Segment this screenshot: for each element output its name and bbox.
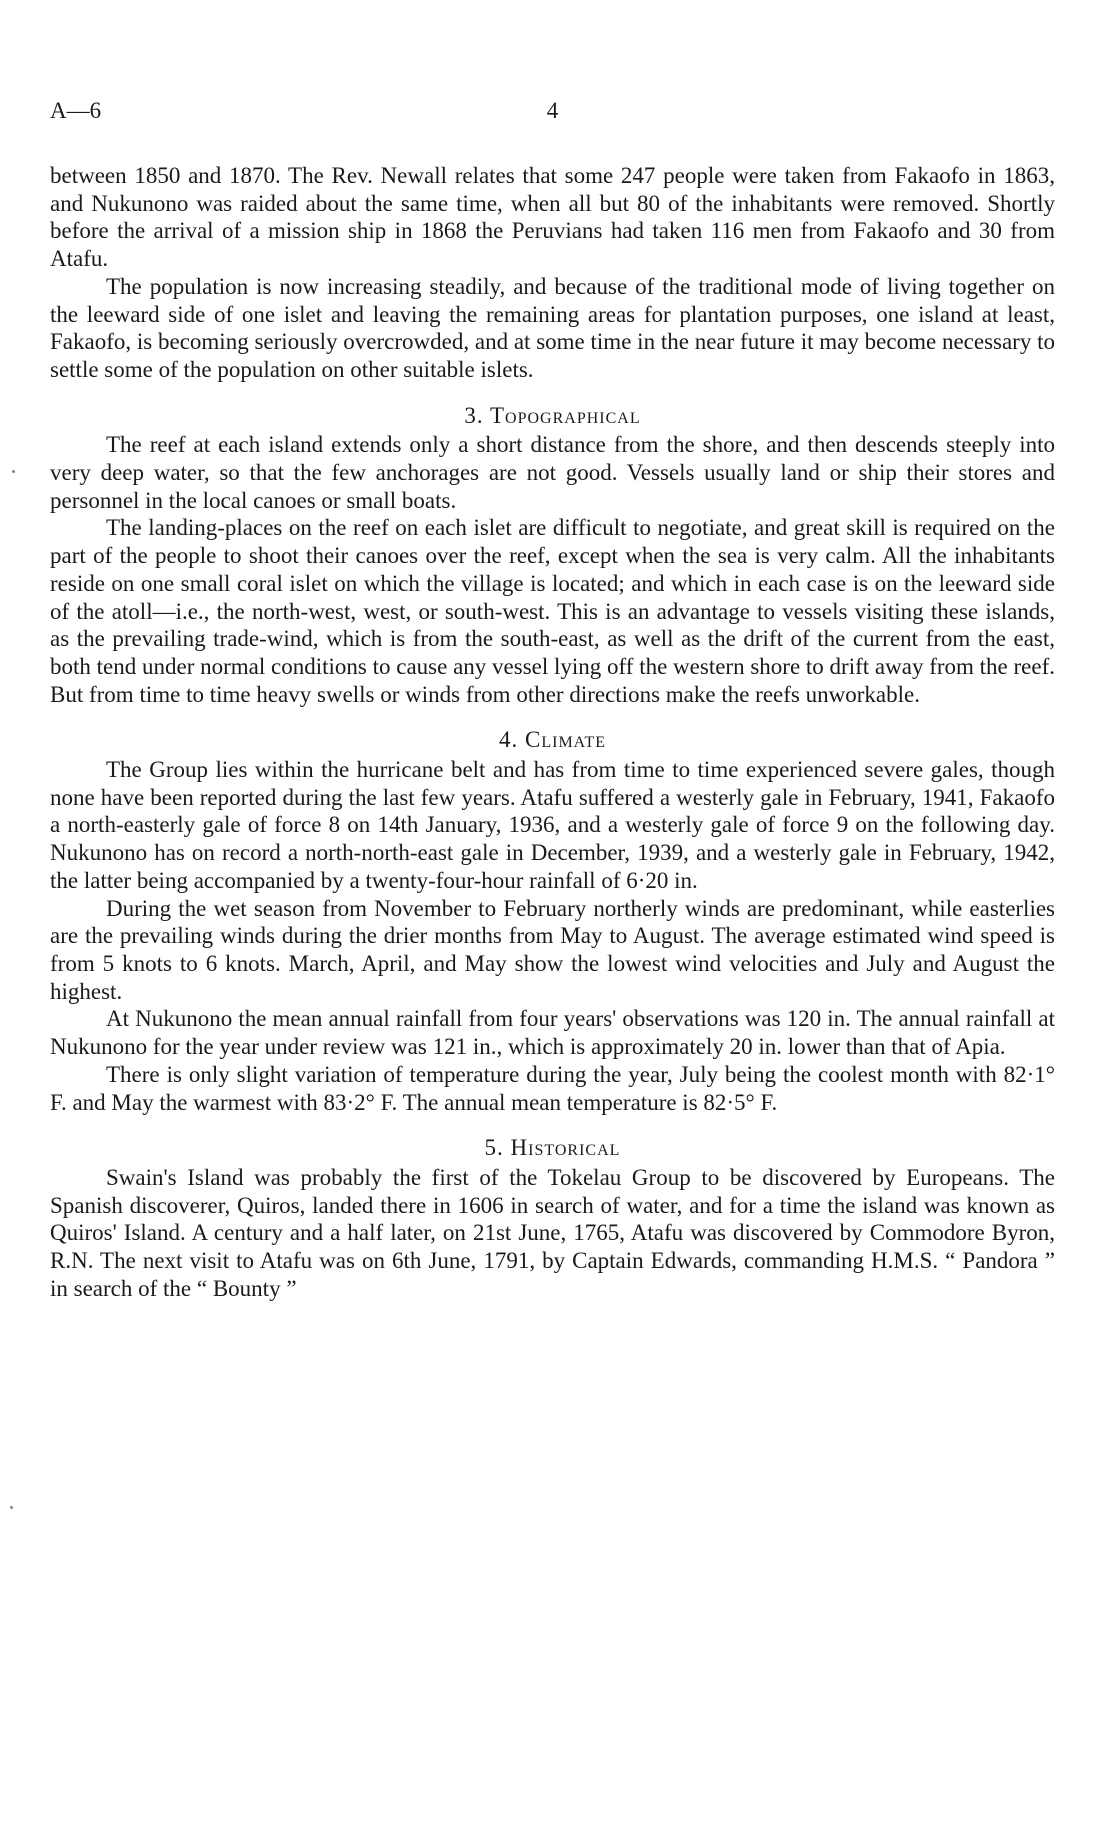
paragraph-reef: The reef at each island extends only a short distance from the shore, and then descends steeply into very deep water, so that the few anchorages are not good. Vessels usually land or ship their stores and personnel in the local canoes or small boats. (50, 432, 1055, 513)
page-number: 4 (546, 98, 559, 123)
paragraph-winds: During the wet season from November to February northerly winds are predominant, while easterlies are the prevailing winds during the drier months from May to August. The average estimated wind speed is from 5 knots to 6 knots. March, April, and May show the lowest wind velocities and July and August the highest. (50, 895, 1055, 1004)
body-text (50, 162, 1055, 1302)
paragraph-temperature: There is only slight variation of temperature during the year, July being the coolest month with 82·1° F. and May the warmest with 83·2° F. The annual mean temperature is 82·5° F. (50, 1061, 1055, 1115)
section-heading-climate: 4. Climate (499, 727, 606, 753)
paragraph-landing-places: The landing-places on the reef on each islet are difficult to negotiate, and great skill is required on the part of the people to shoot their canoes over the reef, except when the sea is very calm. All the inhabitants reside on one small coral islet on which the village is located; and which in each case is on the leeward side of the atoll—i.e., the north-west, west, or south-west. This is an advantage to vessels visiting these islands, as the prevailing trade-wind, which is from the south-east, as well as the drift of the current from the east, both tend under normal conditions to cause any vessel lying off the western shore to drift away from the reef. But from time to time heavy swells or winds from other directions make the reefs unworkable. (50, 515, 1055, 707)
paragraph-swains-island: Swain's Island was probably the first of the Tokelau Group to be discovered by Europeans. The Spanish discoverer, Quiros, landed there in 1606 in search of water, and for a time the island was known as Quiros' Island. A century and a half later, on 21st June, 1765, Atafu was discovered by Commodore Byron, R.N. The next visit to Atafu was on 6th June, 1791, by Captain Edwards, commanding H.M.S. “ Pandora ” in search of the “ Bounty ” (50, 1164, 1055, 1301)
document-reference: A—6 (50, 98, 102, 123)
scan-speck (12, 470, 15, 473)
paragraph-rainfall: At Nukunono the mean annual rainfall from four years' observations was 120 in. The annual rainfall at Nukunono for the year under review was 121 in., which is approximately 20 in. lower than that of Apia. (50, 1006, 1055, 1060)
paragraph-population: The population is now increasing steadily, and because of the traditional mode of living together on the leeward side of one islet and leaving the remaining areas for plantation purposes, one island at least, Fakaofo, is becoming seriously overcrowded, and at some time in the near future it may become necessary to settle some of the population on other suitable islets. (50, 273, 1055, 382)
section-heading-historical: 5. Historical (484, 1135, 621, 1161)
paragraph-hurricane-belt: The Group lies within the hurricane belt and has from time to time experienced severe gales, though none have been reported during the last few years. Atafu suffered a westerly gale in February, 1941, Fakaofo a north-easterly gale of force 8 on 14th January, 1936, and a westerly gale of force 9 on the following day. Nukunono has on record a north-north-east gale in December, 1939, and a westerly gale in February, 1942, the latter being accompanied by a twenty-four-hour rainfall of 6·20 in. (50, 757, 1055, 893)
page-header (50, 98, 1055, 132)
paragraph-continued: between 1850 and 1870. The Rev. Newall relates that some 247 people were taken from Fakaofo in 1863, and Nukunono was raided about the same time, when all but 80 of the inhabitants were removed. Shortly before the arrival of a mission ship in 1868 the Peruvians had taken 116 men from Fakaofo and 30 from Atafu. (50, 163, 1055, 272)
scan-speck (10, 1506, 13, 1509)
section-heading-topographical: 3. Topographical (464, 402, 641, 428)
